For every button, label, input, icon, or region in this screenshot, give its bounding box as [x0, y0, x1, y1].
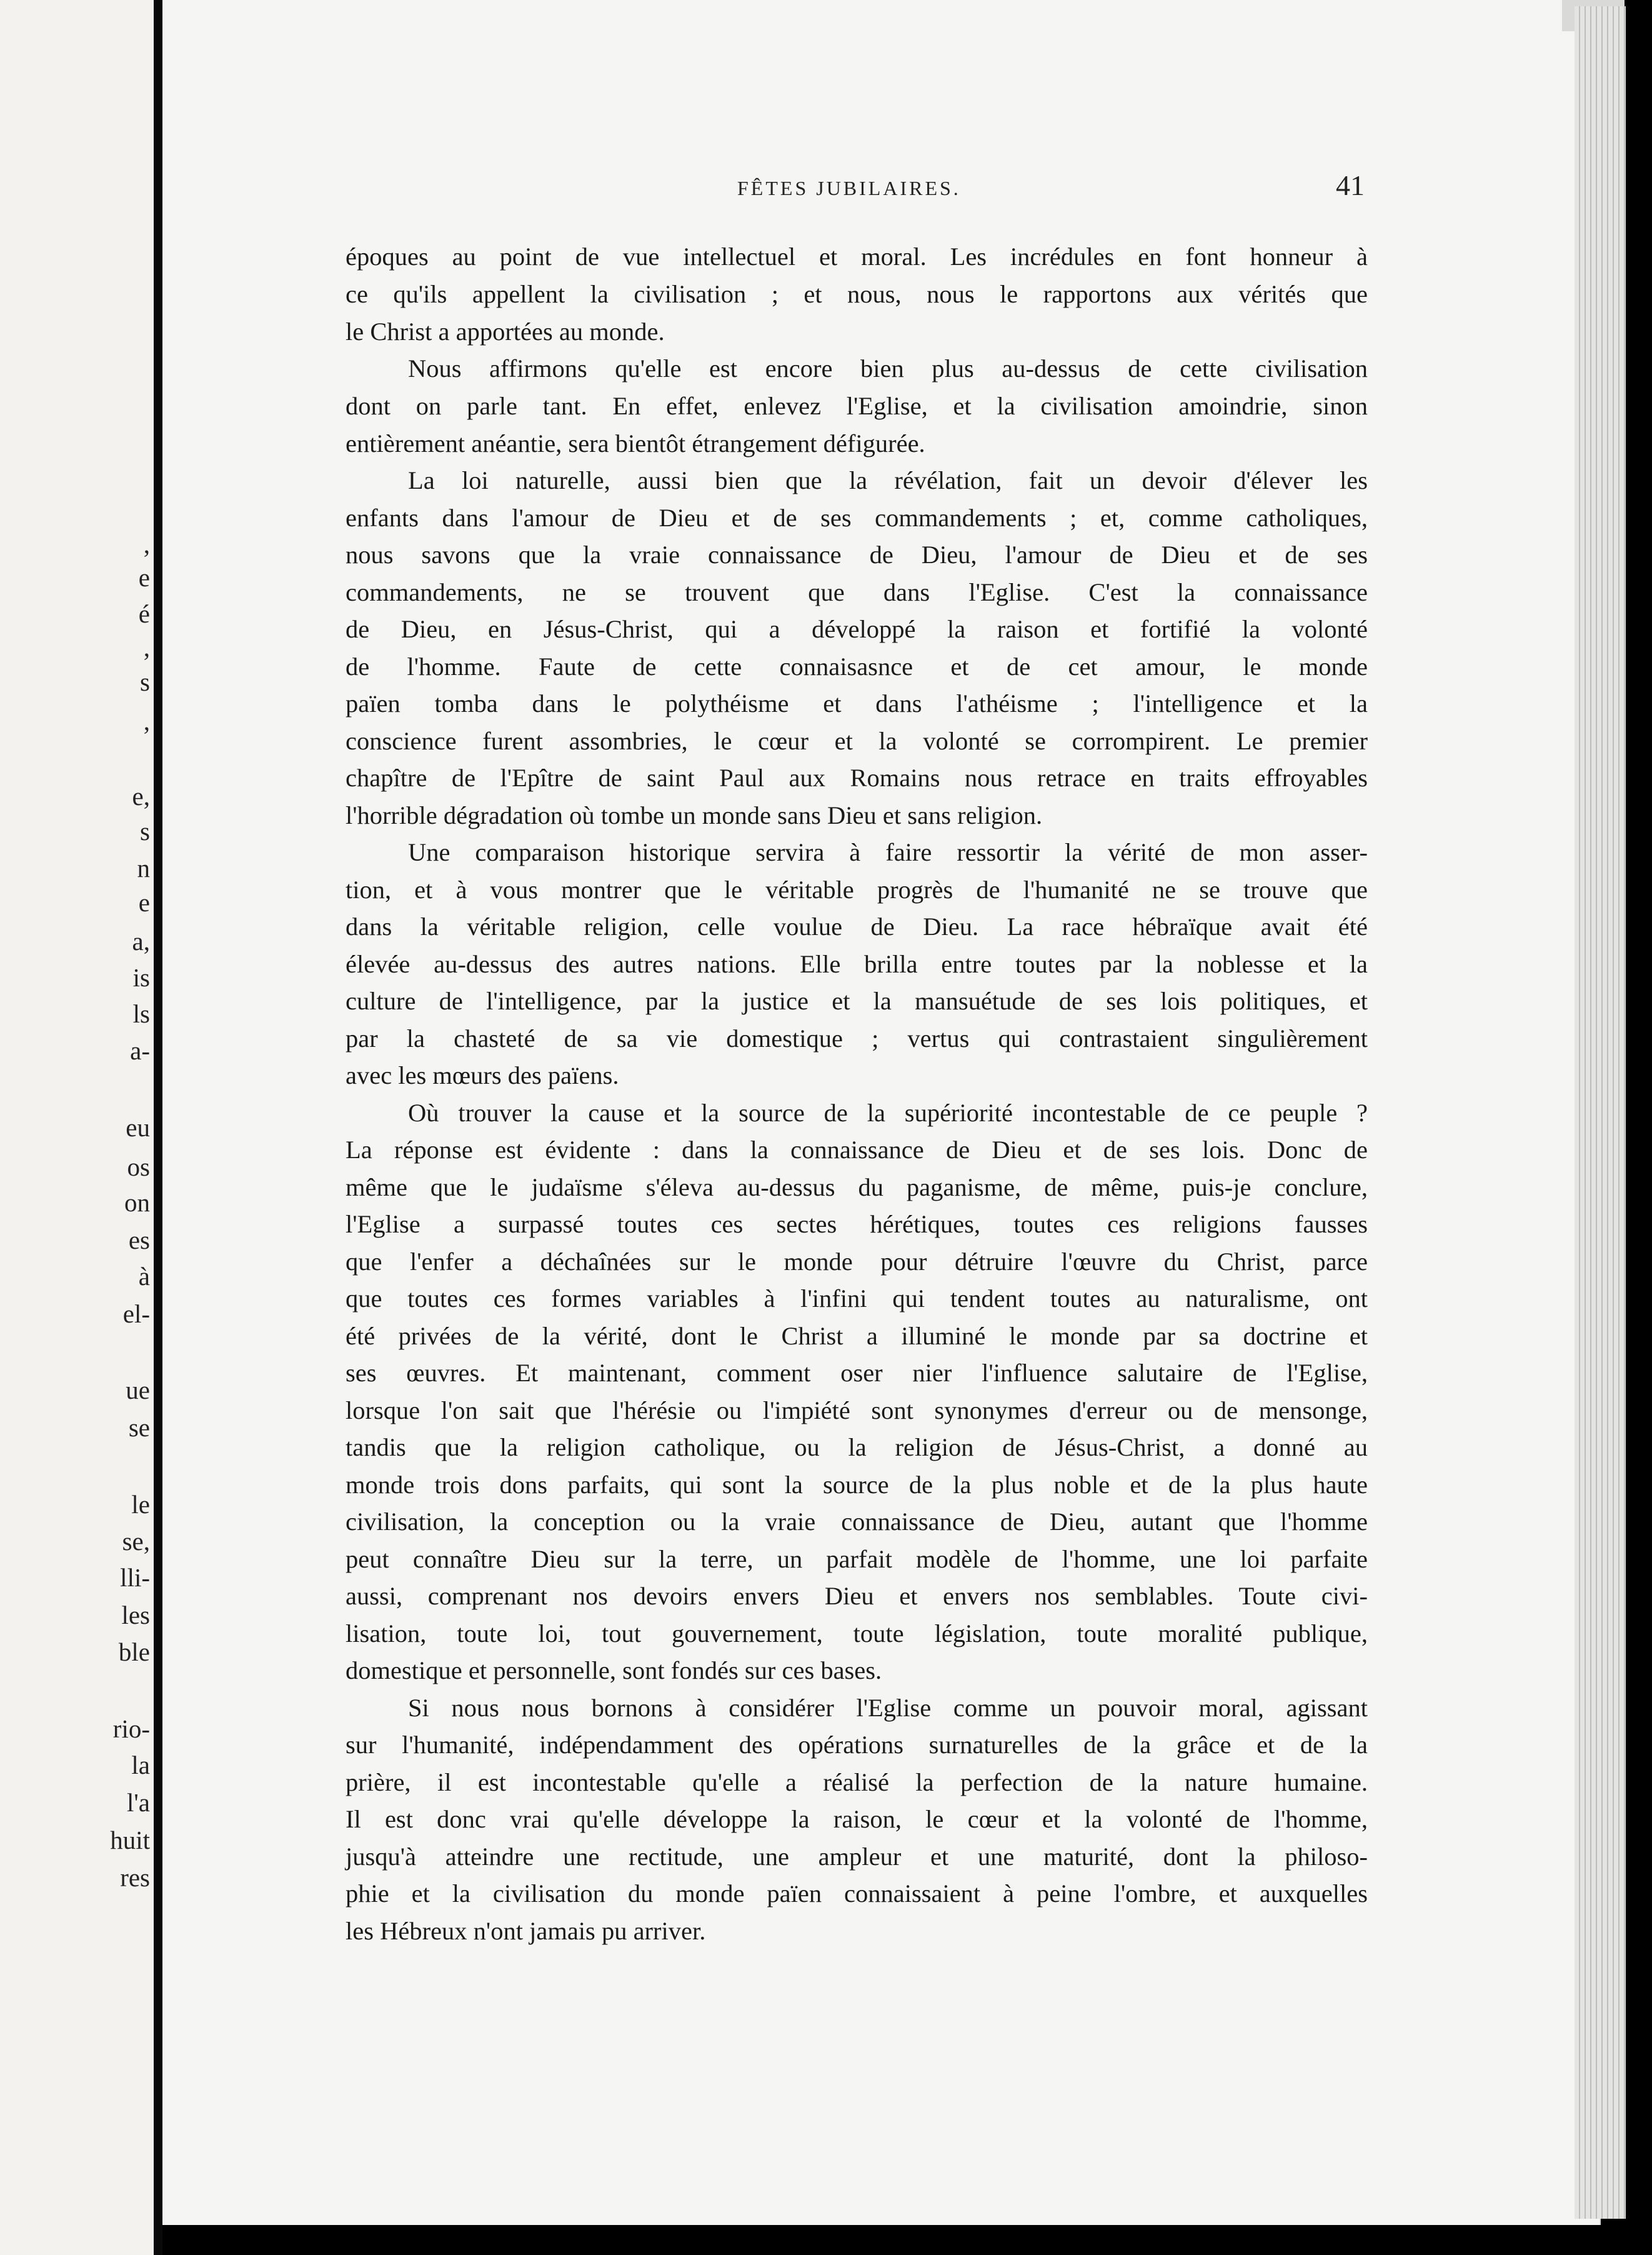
- text-line: commandements, ne se trouvent que dans l'Eglise. C'est la connaissance: [346, 578, 1368, 606]
- text-line: prière, il est incontestable qu'elle a réalisé la perfection de la nature humaine.: [346, 1768, 1368, 1796]
- text-line: nous savons que la vraie connaissance de Dieu, l'amour de Dieu et de ses: [346, 541, 1368, 569]
- text-line: Il est donc vrai qu'elle développe la raison, le cœur et la volonté de l'homme,: [346, 1805, 1368, 1833]
- left-page-fragment: s: [140, 668, 150, 696]
- stacked-page-edges: [1575, 6, 1626, 2219]
- left-page-fragment: rio-: [112, 1714, 150, 1743]
- left-page-fragment: res: [120, 1863, 150, 1892]
- left-page-fragment: a-: [130, 1036, 150, 1065]
- left-page-fragment: is: [132, 963, 150, 992]
- text-line: lisation, toute loi, tout gouvernement, toute législation, toute moralité publique,: [346, 1619, 1368, 1648]
- text-line: jusqu'à atteindre une rectitude, une ampleur et une maturité, dont la philoso-: [346, 1842, 1368, 1871]
- left-page-fragment: ls: [132, 999, 150, 1028]
- left-page-fragment: os: [127, 1152, 150, 1181]
- left-page-fragment: lli-: [120, 1563, 150, 1592]
- text-line: élevée au-dessus des autres nations. Elle brilla entre toutes par la noblesse et la: [346, 950, 1368, 978]
- left-page-fragment: ,: [143, 530, 150, 559]
- left-page-fragment: le: [131, 1490, 150, 1519]
- text-line: les Hébreux n'ont jamais pu arriver.: [346, 1917, 706, 1945]
- text-line: aussi, comprenant nos devoirs envers Dieu et envers nos semblables. Toute civi-: [346, 1582, 1368, 1610]
- page-number: 41: [1336, 169, 1365, 201]
- text-line: lorsque l'on sait que l'hérésie ou l'impiété sont synonymes d'erreur ou de mensonge,: [346, 1396, 1368, 1424]
- text-line: phie et la civilisation du monde païen connaissaient à peine l'ombre, et auxquelles: [346, 1879, 1368, 1908]
- text-line: l'Eglise a surpassé toutes ces sectes hérétiques, toutes ces religions fausses: [346, 1210, 1368, 1238]
- text-line: peut connaître Dieu sur la terre, un parfait modèle de l'homme, une loi parfaite: [346, 1545, 1368, 1573]
- text-line: Nous affirmons qu'elle est encore bien plus au-dessus de cette civilisation: [408, 354, 1368, 382]
- text-line: que toutes ces formes variables à l'infini qui tendent toutes au naturalisme, ont: [346, 1284, 1368, 1312]
- left-page-fragment: a,: [132, 927, 150, 956]
- left-page-fragment: se,: [122, 1527, 150, 1556]
- text-line: conscience furent assombries, le cœur et la volonté se corrompirent. Le premier: [346, 727, 1368, 755]
- text-line: entièrement anéantie, sera bientôt étrangement défigurée.: [346, 429, 925, 458]
- text-line: domestique et personnelle, sont fondés sur ces bases.: [346, 1656, 882, 1684]
- left-page-fragment: eu: [126, 1113, 150, 1142]
- book-gutter: [154, 0, 162, 2255]
- text-line: Si nous nous bornons à considérer l'Eglise comme un pouvoir moral, agissant: [408, 1694, 1368, 1722]
- left-page-fragment: e: [138, 888, 150, 917]
- text-line: enfants dans l'amour de Dieu et de ses commandements ; et, comme catholiques,: [346, 504, 1368, 532]
- left-page-fragment: la: [131, 1751, 150, 1779]
- text-line: le Christ a apportées au monde.: [346, 318, 665, 346]
- left-page-fragment: huit: [110, 1826, 150, 1854]
- text-line: Où trouver la cause et la source de la supériorité incontestable de ce peuple ?: [408, 1099, 1368, 1127]
- left-page-fragment: ble: [118, 1638, 150, 1666]
- left-page-fragment: se: [128, 1413, 150, 1442]
- left-page-fragment: el-: [122, 1299, 150, 1328]
- text-line: La loi naturelle, aussi bien que la révélation, fait un devoir d'élever les: [408, 466, 1368, 494]
- text-line: que l'enfer a déchaînées sur le monde pour détruire l'œuvre du Christ, parce: [346, 1248, 1368, 1276]
- left-page-fragment: l'a: [127, 1788, 150, 1817]
- left-page-fragment: e: [138, 563, 150, 592]
- text-line: ce qu'ils appellent la civilisation ; et nous, nous le rapportons aux vérités que: [346, 280, 1368, 308]
- text-line: par la chasteté de sa vie domestique ; vertus qui contrastaient singulièrement: [346, 1024, 1368, 1052]
- left-page-fragment: on: [124, 1188, 150, 1217]
- text-line: de Dieu, en Jésus-Christ, qui a développé la raison et fortifié la volonté: [346, 615, 1368, 643]
- left-page-fragment: é: [138, 599, 150, 628]
- text-line: avec les mœurs des païens.: [346, 1061, 619, 1089]
- text-line: culture de l'intelligence, par la justice et la mansuétude de ses lois politiques, et: [346, 987, 1368, 1015]
- text-line: ses œuvres. Et maintenant, comment oser nier l'influence salutaire de l'Eglise,: [346, 1359, 1368, 1387]
- text-line: l'horrible dégradation où tombe un monde sans Dieu et sans religion.: [346, 801, 1043, 829]
- text-line: même que le judaïsme s'éleva au-dessus du paganisme, de même, puis-je conclure,: [346, 1173, 1368, 1201]
- left-page-fragment: ,: [143, 633, 150, 662]
- text-line: La réponse est évidente : dans la connaissance de Dieu et de ses lois. Donc de: [346, 1136, 1368, 1164]
- left-page-fragment: n: [137, 854, 150, 882]
- left-page-fragment: à: [138, 1262, 150, 1291]
- running-head: FÊTES JUBILAIRES.: [737, 177, 961, 199]
- text-line: été privées de la vérité, dont le Christ a illuminé le monde par sa doctrine et: [346, 1322, 1368, 1350]
- text-line: sur l'humanité, indépendamment des opérations surnaturelles de la grâce et de la: [346, 1731, 1368, 1759]
- text-line: tion, et à vous montrer que le véritable progrès de l'humanité ne se trouve que: [346, 876, 1368, 904]
- text-line: époques au point de vue intellectuel et moral. Les incrédules en font honneur à: [346, 242, 1368, 271]
- text-line: civilisation, la conception ou la vraie connaissance de Dieu, autant que l'homme: [346, 1508, 1368, 1536]
- left-page-fragment: ue: [126, 1376, 150, 1404]
- left-page-fragment: es: [128, 1226, 150, 1254]
- text-line: de l'homme. Faute de cette connaisasnce et de cet amour, le monde: [346, 652, 1368, 681]
- text-line: chapître de l'Epître de saint Paul aux Romains nous retrace en traits effroyables: [346, 764, 1368, 792]
- left-page-fragment: les: [121, 1601, 150, 1629]
- left-page-fragment: s: [140, 817, 150, 846]
- text-line: païen tomba dans le polythéisme et dans l'athéisme ; l'intelligence et la: [346, 689, 1368, 718]
- text-line: dans la véritable religion, celle voulue de Dieu. La race hébraïque avait été: [346, 912, 1368, 941]
- text-line: Une comparaison historique servira à faire ressortir la vérité de mon asser-: [408, 838, 1368, 866]
- left-page-fragment: ,: [143, 707, 150, 736]
- left-page-fragment: e,: [132, 782, 150, 811]
- text-line: monde trois dons parfaits, qui sont la source de la plus noble et de la plus haute: [346, 1471, 1368, 1499]
- text-line: dont on parle tant. En effet, enlevez l'Eglise, et la civilisation amoindrie, sinon: [346, 392, 1368, 420]
- left-page-edge: [0, 0, 154, 2255]
- text-line: tandis que la religion catholique, ou la religion de Jésus-Christ, a donné au: [346, 1433, 1368, 1461]
